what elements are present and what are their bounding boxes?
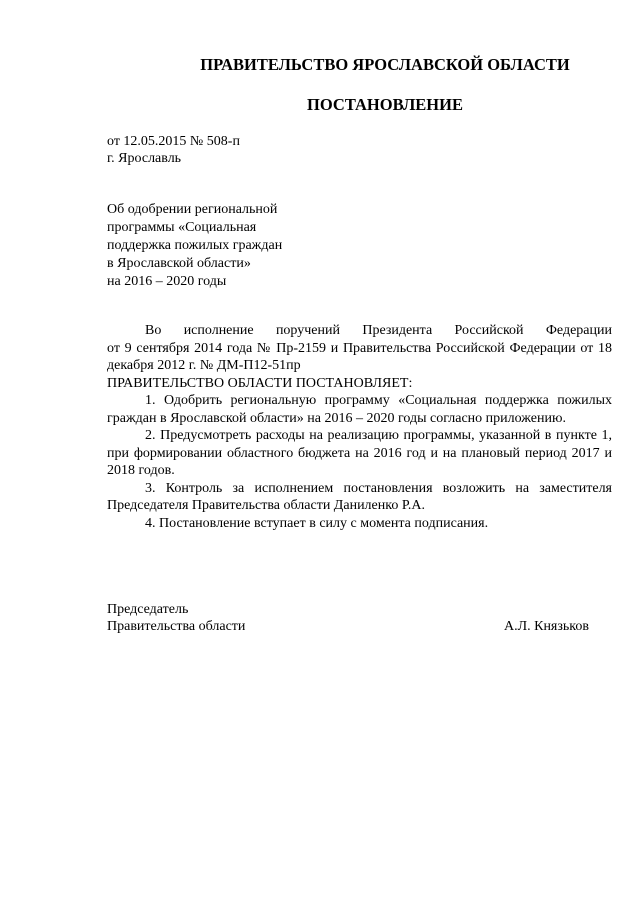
- signatory-title-line1: Председатель: [107, 602, 189, 617]
- document-type-title: ПОСТАНОВЛЕНИЕ: [307, 95, 463, 114]
- resolves-clause: ПРАВИТЕЛЬСТВО ОБЛАСТИ ПОСТАНОВЛЯЕТ:: [107, 375, 413, 391]
- subject-line: программы «Социальная: [107, 220, 257, 235]
- city: г. Ярославль: [107, 151, 182, 166]
- resolution-item: 2. Предусмотреть расходы на реализацию программы, указанной в пункте 1, при формировании областного бюджета на 2016 год и на плановый период 2017 и 2018 годов.: [107, 428, 612, 478]
- date-number: от 12.05.2015 № 508-п: [107, 134, 240, 149]
- signatory-name: А.Л. Князьков: [504, 619, 589, 634]
- signatory-title-line2: Правительства области: [107, 619, 246, 634]
- body-text: [107, 322, 612, 532]
- preamble-first-line: Во исполнение поручений Президента Российской Федерации: [145, 323, 612, 338]
- signature-block: [107, 601, 589, 635]
- resolution-item: 1. Одобрить региональную программу «Социальная поддержка пожилых граждан в Ярославской области» на 2016 – 2020 годы согласно приложению.: [107, 393, 612, 426]
- subject-line: Об одобрении региональной: [107, 202, 278, 217]
- subject-line: на 2016 – 2020 годы: [107, 274, 227, 289]
- subject-line: поддержка пожилых граждан: [107, 238, 283, 253]
- authority-title: ПРАВИТЕЛЬСТВО ЯРОСЛАВСКОЙ ОБЛАСТИ: [200, 55, 570, 74]
- preamble-text: от 9 сентября 2014 года № Пр-2159 и Правительства Российской Федерации от 18 декабря 2012 г. № ДМ-П12-51пр: [107, 340, 612, 373]
- subject-line: в Ярославской области»: [107, 256, 251, 271]
- resolution-item: 3. Контроль за исполнением постановления возложить на заместителя Председателя Правительства области Даниленко Р.А.: [107, 480, 612, 513]
- resolution-item: 4. Постановление вступает в силу с момента подписания.: [145, 515, 489, 531]
- subject-block: [107, 201, 282, 291]
